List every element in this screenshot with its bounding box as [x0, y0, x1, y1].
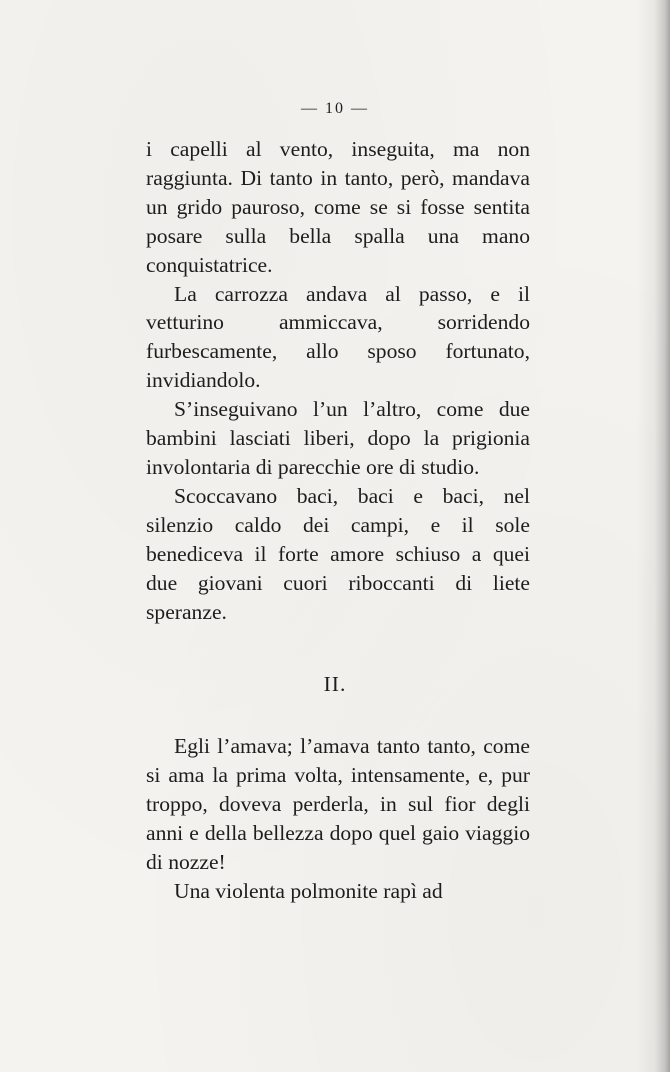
text-block-after-section: [146, 732, 530, 905]
paragraph: Scoccavano baci, baci e baci, nel silenzio caldo dei campi, e il sole benediceva il forte amore schiuso a quei due giovani cuori riboccanti di liete speranze.: [146, 483, 530, 624]
paragraph: S’inseguivano l’un l’altro, come due bambini lasciati liberi, dopo la prigionia involontaria di parecchie ore di studio.: [146, 397, 530, 479]
page-number: — 10 —: [301, 100, 369, 117]
section-heading: II.: [323, 672, 347, 696]
paragraph: Una violenta polmonite rapì ad: [174, 878, 443, 903]
paragraph: La carrozza andava al passo, e il vetturino ammiccava, sorridendo furbescamente, allo sposo fortunato, invidiandolo.: [146, 281, 530, 393]
page-gutter-shadow: [636, 0, 670, 1072]
paragraph: i capelli al vento, inseguita, ma non raggiunta. Di tanto in tanto, però, mandava un grido pauroso, come se si fosse sentita posare sulla bella spalla una mano conquistatrice.: [146, 137, 530, 277]
text-block-before-section: [146, 135, 530, 626]
paragraph: Egli l’amava; l’amava tanto tanto, come si ama la prima volta, intensamente, e, pur troppo, doveva perderla, in sul fior degli anni e della bellezza dopo quel gaio viaggio di nozze!: [146, 734, 530, 874]
